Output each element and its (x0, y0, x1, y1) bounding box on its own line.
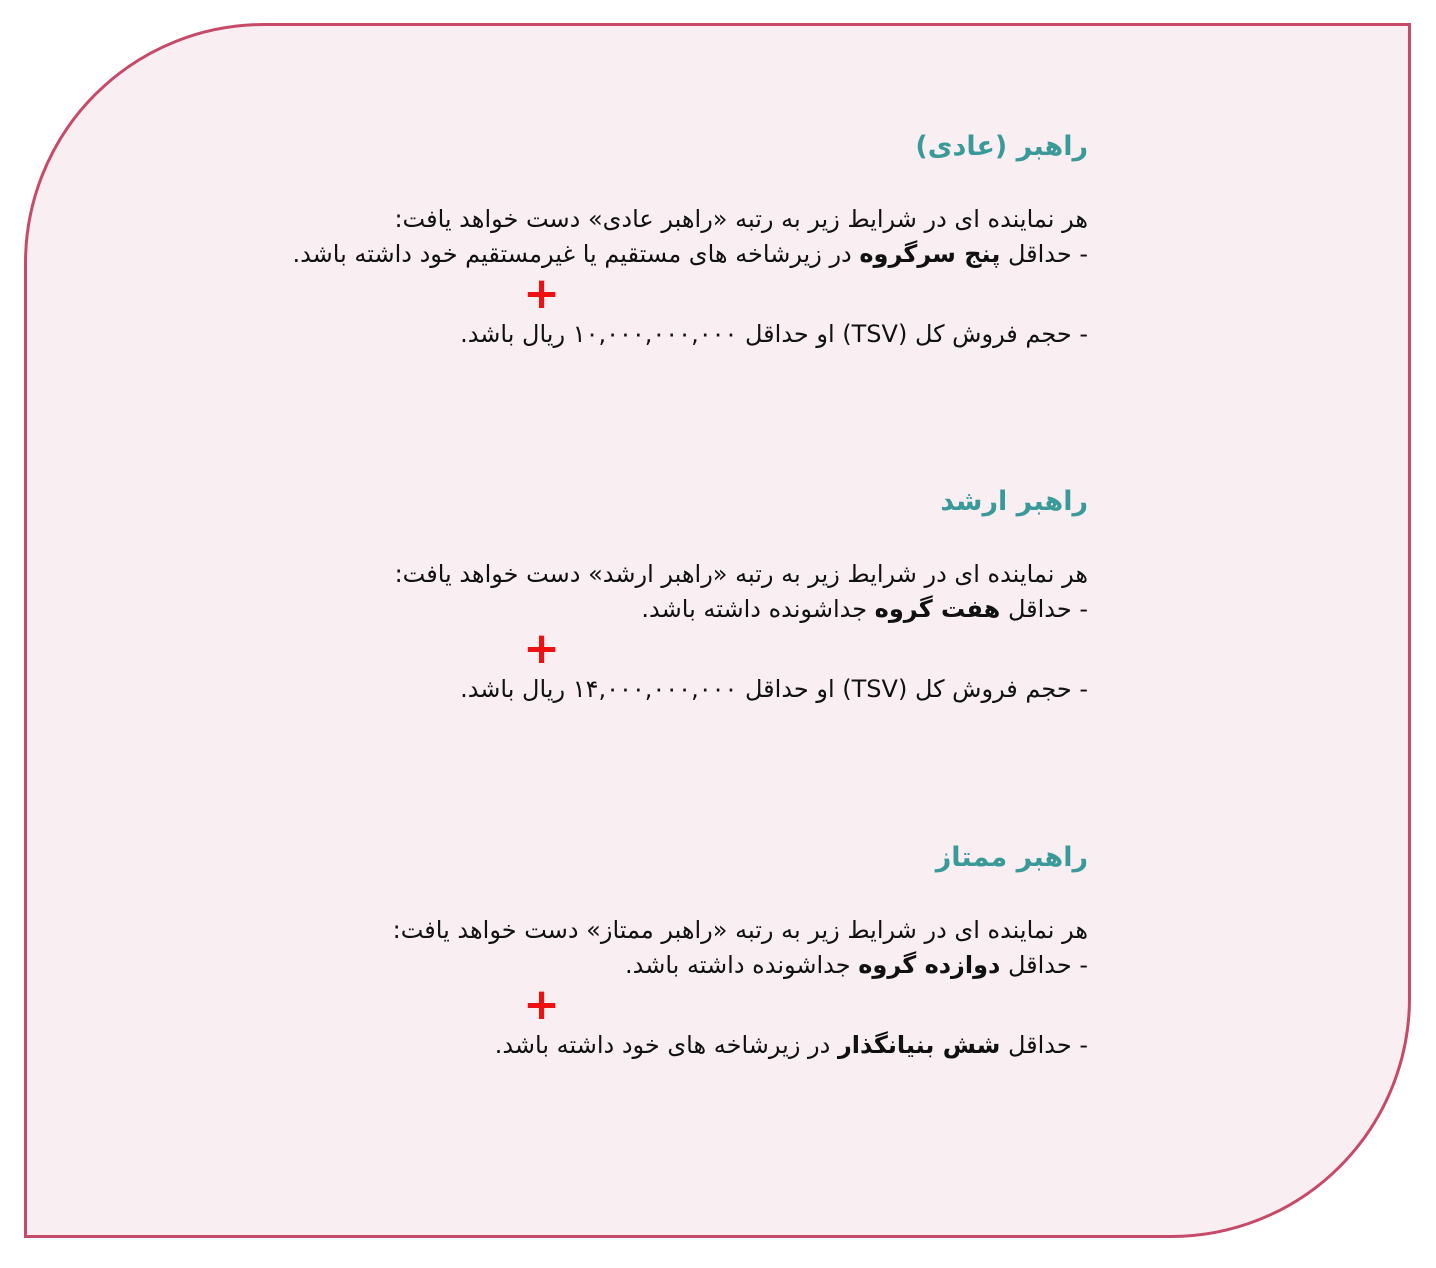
plus-separator (128, 268, 1088, 319)
condition-2: - حجم فروش کل (TSV) او حداقل ۱۰,۰۰۰,۰۰۰,۰۰۰ ریال باشد. (460, 320, 1088, 348)
section-intro: هر نماینده ای در شرایط زیر به رتبه «راهبر عادی» دست خواهد یافت: (394, 205, 1088, 233)
plus-icon: + (523, 623, 560, 674)
condition-1-highlight: دوازده گروه (858, 951, 1001, 979)
section-regular-leader (128, 127, 1088, 351)
condition-1-highlight: هفت گروه (874, 595, 1001, 623)
section-title: راهبر (عادی) (915, 131, 1088, 162)
section-intro: هر نماینده ای در شرایط زیر به رتبه «راهبر ممتاز» دست خواهد یافت: (392, 916, 1088, 944)
condition-1-highlight: پنج سرگروه (859, 240, 1001, 268)
plus-icon: + (523, 979, 560, 1030)
plus-icon: + (523, 268, 560, 319)
section-title: راهبر ارشد (940, 486, 1088, 517)
plus-separator (128, 979, 1088, 1030)
condition-2: - حجم فروش کل (TSV) او حداقل ۱۴,۰۰۰,۰۰۰,۰۰۰ ریال باشد. (460, 675, 1088, 703)
section-title: راهبر ممتاز (935, 842, 1088, 873)
condition-1: - حداقل پنج سرگروه در زیرشاخه های مستقیم یا غیرمستقیم خود داشته باشد. (292, 240, 1088, 268)
condition-2-highlight: شش بنیانگذار (837, 1031, 1001, 1059)
condition-1: - حداقل هفت گروه جداشونده داشته باشد. (641, 595, 1088, 623)
section-premium-leader (128, 838, 1088, 1062)
plus-separator (128, 623, 1088, 674)
section-intro: هر نماینده ای در شرایط زیر به رتبه «راهبر ارشد» دست خواهد یافت: (394, 560, 1088, 588)
section-senior-leader (128, 482, 1088, 706)
condition-1: - حداقل دوازده گروه جداشونده داشته باشد. (624, 951, 1088, 979)
condition-2: - حداقل شش بنیانگذار در زیرشاخه های خود داشته باشد. (494, 1031, 1088, 1059)
